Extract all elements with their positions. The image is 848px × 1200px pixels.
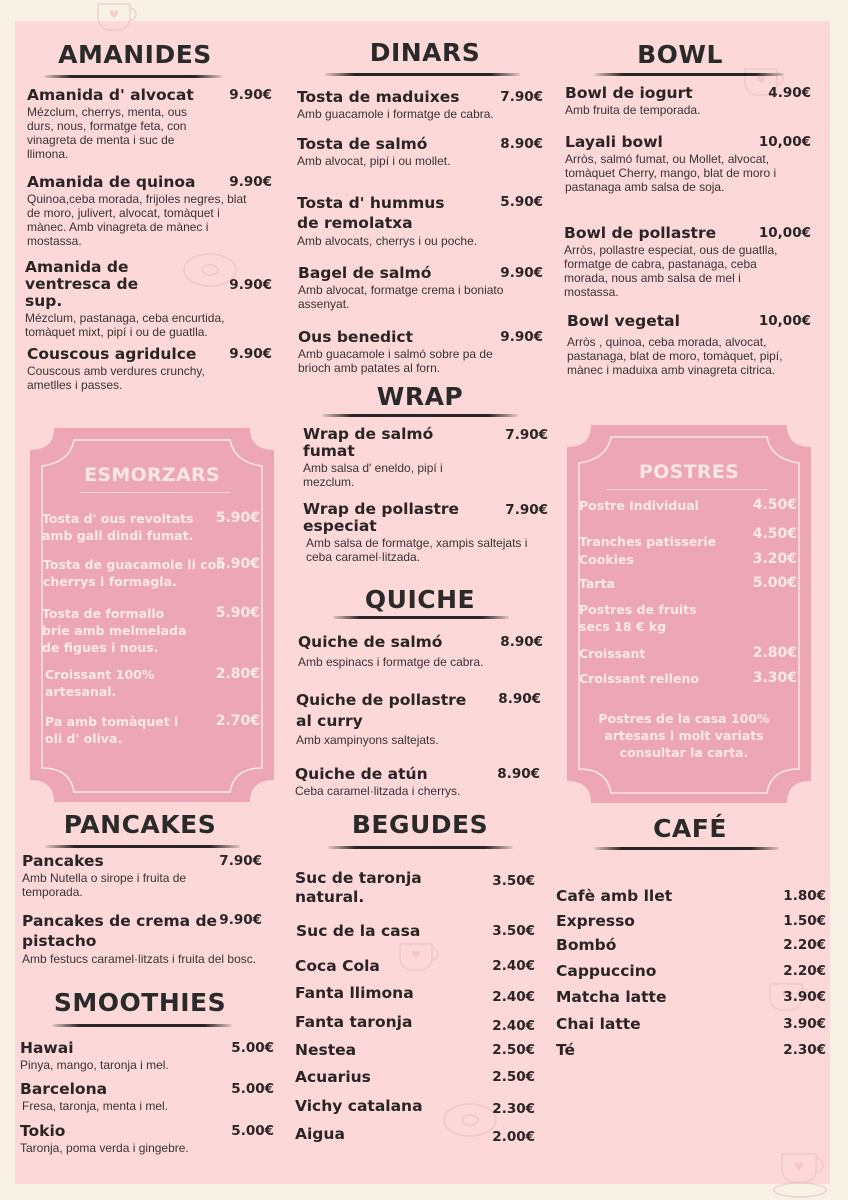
item-description: Amb fruita de temporada.: [565, 103, 701, 117]
item-name: Tosta de guacamole li con cherrys i formagla.: [43, 557, 226, 589]
item-name: Bombó: [556, 936, 617, 954]
item-name: Tarta: [579, 576, 615, 591]
item-name: Layali bowl: [565, 133, 663, 151]
item-description: Mézclum, cherrys, menta, ous durs, nous, formatge feta, con vinagreta de menta i suc de llimona.: [27, 105, 188, 161]
item-price: 2.80€: [752, 645, 797, 661]
item-price: 2.80€: [215, 666, 260, 682]
section-title-esmorzars: ESMORZARS: [84, 464, 220, 486]
section-title-begudes: BEGUDES: [351, 810, 489, 839]
menu-item: [42, 510, 260, 544]
menu-item: [579, 601, 797, 635]
item-price: 7.90€: [219, 853, 262, 869]
section-divider: [45, 845, 240, 848]
item-description: Arròs, salmó fumat, ou Mollet, alvocat, tomàquet Cherry, mango, blat de moro i pastanaga amb salsa de soja.: [565, 152, 777, 194]
item-price: 5.00€: [231, 1040, 274, 1056]
item-price: 2.20€: [783, 937, 826, 953]
postres-note: Postres de la casa 100% artesans i molt variats consultar la carta.: [598, 711, 770, 760]
item-price: 4.50€: [752, 526, 797, 542]
item-description: Amb alvocat, formatge crema i boniato assenyat.: [298, 283, 504, 311]
item-description: Pinya, mango, taronja i mel.: [20, 1058, 169, 1072]
item-name: Barcelona: [20, 1080, 108, 1098]
item-name: Amanida de ventresca de sup.: [25, 258, 139, 310]
item-description: Amb alvocats, cherrys i ou poche.: [297, 234, 478, 248]
menu-item: [556, 1015, 826, 1033]
teacup-doodle-icon: [88, 0, 148, 34]
item-price: 4.50€: [752, 497, 797, 513]
item-price: 4.90€: [768, 85, 811, 101]
item-name: Quiche de pollastre al curry: [296, 691, 467, 730]
item-name: Coca Cola: [295, 957, 380, 975]
menu-item: [25, 259, 272, 339]
item-name: Tokio: [20, 1122, 66, 1140]
menu-item: [579, 670, 797, 687]
item-description: Mézclum, pastanaga, ceba encurtida, tomàquet mixt, pipí i ou de guatlla.: [25, 311, 225, 339]
item-price: 3.50€: [492, 873, 535, 889]
section-divider: [52, 1024, 232, 1027]
item-price: 2.30€: [783, 1042, 826, 1058]
item-price: 9.90€: [229, 346, 272, 362]
teacup-doodle-icon: [770, 1150, 840, 1200]
item-price: 7.90€: [505, 427, 548, 443]
menu-item: [295, 1013, 535, 1035]
menu-item: [295, 1068, 535, 1086]
item-price: 5.90€: [500, 194, 543, 210]
item-name: Suc de taronja natural.: [295, 869, 422, 906]
item-description: Taronja, poma verda i gingebre.: [20, 1141, 189, 1155]
item-price: 9.90€: [219, 912, 262, 928]
item-price: 8.90€: [497, 766, 540, 782]
item-price: 8.90€: [498, 691, 541, 707]
item-price: 3.20€: [752, 551, 797, 567]
menu-item: [295, 869, 535, 907]
item-name: Wrap de salmó fumat: [303, 425, 434, 460]
item-name: Postre Individual: [579, 498, 699, 513]
menu-item: [556, 1041, 826, 1059]
item-price: 9.90€: [500, 329, 543, 345]
item-description: Amb alvocat, pipí i ou mollet.: [297, 154, 451, 168]
menu-item: [556, 912, 826, 930]
board-divider: [80, 492, 230, 493]
item-price: 9.90€: [229, 174, 272, 190]
section-divider: [325, 73, 520, 76]
menu-item: [20, 1122, 274, 1155]
item-description: Fresa, taronja, menta i mel.: [22, 1099, 169, 1113]
item-price: 9.90€: [500, 265, 543, 281]
item-name: Quiche de salmó: [298, 633, 443, 651]
item-name: Tranches patisserie: [579, 534, 717, 549]
item-price: 2.50€: [492, 1042, 535, 1058]
menu-item: [27, 86, 272, 161]
menu-item: [45, 713, 260, 747]
item-description: Amb salsa de formatge, xampis saltejats i ceba caramel·litzada.: [306, 536, 528, 564]
item-description: Quinoa,ceba morada, frijoles negres, blat de moro, julivert, alvocat, tomàquet i mànec. Amb vinagreta de mànec i mostassa.: [27, 192, 247, 248]
board-divider: [607, 489, 767, 490]
menu-item: [303, 426, 548, 489]
menu-item: [556, 962, 826, 980]
item-price: 5.00€: [231, 1123, 274, 1139]
item-name: Bowl de iogurt: [565, 84, 693, 102]
item-name: Té: [556, 1041, 576, 1059]
item-description: Amb festucs caramel·litzats i fruita del bosc.: [22, 952, 257, 966]
menu-item: [42, 605, 260, 656]
item-name: Croissant: [579, 646, 646, 661]
item-price: 2.20€: [783, 963, 826, 979]
item-description: Arròs , quinoa, ceba morada, alvocat, pastanaga, blat de moro, tomàquet, pipí, mànec i maduixa amb vinagreta citrica.: [567, 335, 783, 377]
item-price: 3.30€: [752, 670, 797, 686]
section-divider: [44, 75, 222, 78]
menu-item: [579, 551, 797, 568]
item-price: 8.90€: [500, 136, 543, 152]
item-name: Chai latte: [556, 1015, 641, 1033]
item-description: Amb guacamole i formatge de cabra.: [297, 107, 494, 121]
item-name: Croissant 100% artesanal.: [45, 667, 155, 699]
menu-item: [298, 328, 543, 375]
item-name: Cafè amb llet: [556, 887, 673, 905]
section-title-bowl: BOWL: [637, 40, 723, 69]
menu-item: [295, 1097, 535, 1118]
item-name: Bagel de salmó: [298, 264, 432, 282]
menu-item: [295, 957, 535, 975]
item-name: Ous benedict: [298, 328, 413, 346]
item-description: Arròs, pollastre especiat, ous de guatlla, formatge de cabra, pastanaga, ceba morada, nous amb salsa de mel i mostassa.: [564, 243, 778, 299]
item-description: Amb espinacs i formatge de cabra.: [298, 655, 484, 669]
item-name: Amanida de quinoa: [27, 173, 196, 191]
item-name: Postres de fruits secs 18 € kg: [579, 602, 697, 634]
item-price: 3.90€: [783, 1016, 826, 1032]
item-name: Tosta de salmó: [297, 135, 428, 153]
menu-item: [295, 984, 535, 1006]
menu-item: [556, 887, 826, 905]
item-price: 9.90€: [229, 277, 272, 293]
menu-item: [27, 173, 272, 248]
section-title-quiche: QUICHE: [364, 585, 476, 614]
postres-board: [567, 425, 811, 803]
item-price: 2.30€: [492, 1101, 535, 1117]
menu-item: [564, 224, 811, 299]
item-name: Cappuccino: [556, 962, 657, 980]
menu-item: [20, 1039, 274, 1072]
section-title-postres: POSTRES: [638, 461, 740, 483]
item-price: 2.00€: [492, 1129, 535, 1145]
item-name: Wrap de pollastre especiat: [303, 500, 460, 535]
item-description: Couscous amb verdures crunchy, ametlles i passes.: [27, 364, 205, 392]
item-name: Quiche de atún: [295, 765, 428, 783]
menu-item: [579, 575, 797, 592]
item-name: Tosta d' hummus de remolatxa: [297, 194, 445, 232]
menu-item: [565, 133, 811, 194]
section-title-amanides: AMANIDES: [58, 40, 212, 69]
esmorzars-board: [30, 428, 274, 802]
item-name: Tosta de maduixes: [297, 88, 460, 106]
item-name: Pa amb tomàquet i oli d' oliva.: [45, 714, 179, 746]
menu-item: [22, 852, 262, 899]
menu-item: [297, 193, 543, 248]
item-description: Amb Nutella o sirope i fruita de temporada.: [22, 871, 187, 899]
section-divider: [333, 616, 509, 619]
item-price: 2.40€: [492, 1018, 535, 1034]
menu-item: [43, 556, 260, 590]
menu-item: [20, 1080, 274, 1113]
item-name: Tosta de formallo brie amb melmelada de figues i nous.: [42, 606, 187, 655]
item-price: 1.50€: [783, 913, 826, 929]
menu-item: [295, 1041, 535, 1059]
item-price: 3.50€: [492, 923, 535, 939]
item-name: Expresso: [556, 912, 635, 930]
item-name: Aigua: [295, 1125, 345, 1143]
menu-item: [579, 526, 797, 550]
menu-item: [303, 501, 548, 564]
item-price: 3.90€: [783, 989, 826, 1005]
item-name: Pancakes de crema de pistacho: [22, 912, 218, 950]
menu-item: [579, 497, 797, 514]
menu-item: [27, 345, 272, 392]
item-price: 7.90€: [500, 89, 543, 105]
item-price: 2.40€: [492, 989, 535, 1005]
section-divider: [594, 73, 784, 76]
item-price: 7.90€: [505, 502, 548, 518]
menu-item: [296, 922, 535, 940]
item-name: Fanta taronja: [295, 1013, 413, 1031]
item-name: Tosta d' ous revoltats amb gall dindi fumat.: [42, 511, 194, 543]
item-description: Amb salsa d' eneldo, pipí i mezclum.: [303, 461, 443, 489]
section-divider: [322, 414, 518, 417]
item-price: 10,00€: [758, 134, 811, 150]
item-name: Amanida d' alvocat: [27, 86, 194, 104]
item-price: 5.90€: [215, 556, 260, 572]
menu-item: [298, 264, 543, 311]
section-title-dinars: DINARS: [369, 38, 481, 67]
item-name: Bowl vegetal: [567, 312, 680, 330]
menu-item: [567, 312, 811, 377]
item-price: 8.90€: [500, 634, 543, 650]
menu-item: [298, 633, 543, 669]
item-price: 10,00€: [758, 225, 811, 241]
item-name: Hawai: [20, 1039, 74, 1057]
menu-item: [45, 666, 260, 700]
item-price: 10,00€: [758, 313, 811, 329]
item-name: Matcha latte: [556, 988, 667, 1006]
item-name: Nestea: [295, 1041, 357, 1059]
section-title-pancakes: PANCAKES: [63, 810, 217, 839]
item-price: 9.90€: [229, 87, 272, 103]
item-name: Acuarius: [295, 1068, 371, 1086]
item-price: 2.50€: [492, 1069, 535, 1085]
menu-item: [295, 765, 540, 798]
menu-item: [295, 1125, 535, 1146]
section-divider: [594, 847, 779, 850]
item-price: 1.80€: [783, 888, 826, 904]
menu-item: [579, 645, 797, 662]
item-name: Suc de la casa: [296, 922, 421, 940]
item-description: Amb xampinyons saltejats.: [296, 733, 439, 747]
item-name: Pancakes: [22, 852, 104, 870]
item-name: Couscous agridulce: [27, 345, 197, 363]
menu-item: [297, 88, 543, 121]
section-title-wrap: WRAP: [376, 382, 464, 411]
item-price: 2.40€: [492, 958, 535, 974]
item-price: 2.70€: [215, 713, 260, 729]
menu-item: [22, 911, 262, 966]
section-title-smoothies: SMOOTHIES: [53, 988, 227, 1017]
item-name: Vichy catalana: [295, 1097, 423, 1115]
menu-item: [556, 988, 826, 1006]
section-title-cafe: CAFÉ: [653, 814, 727, 843]
menu-item: [565, 84, 811, 117]
item-name: Croissant relleno: [579, 671, 699, 686]
item-price: 5.90€: [215, 510, 260, 526]
item-price: 5.90€: [215, 605, 260, 621]
item-description: Ceba caramel·litzada i cherrys.: [295, 784, 461, 798]
item-name: Cookies: [579, 552, 634, 567]
item-price: 5.00€: [752, 575, 797, 591]
menu-item: [556, 936, 826, 954]
item-name: Bowl de pollastre: [564, 224, 717, 242]
menu-item: [296, 690, 541, 747]
section-divider: [328, 846, 513, 849]
item-description: Amb guacamole i salmó sobre pa de brioch amb patates al forn.: [298, 347, 493, 375]
menu-item: [297, 135, 543, 168]
item-name: Fanta llimona: [295, 984, 414, 1002]
item-price: 5.00€: [231, 1081, 274, 1097]
